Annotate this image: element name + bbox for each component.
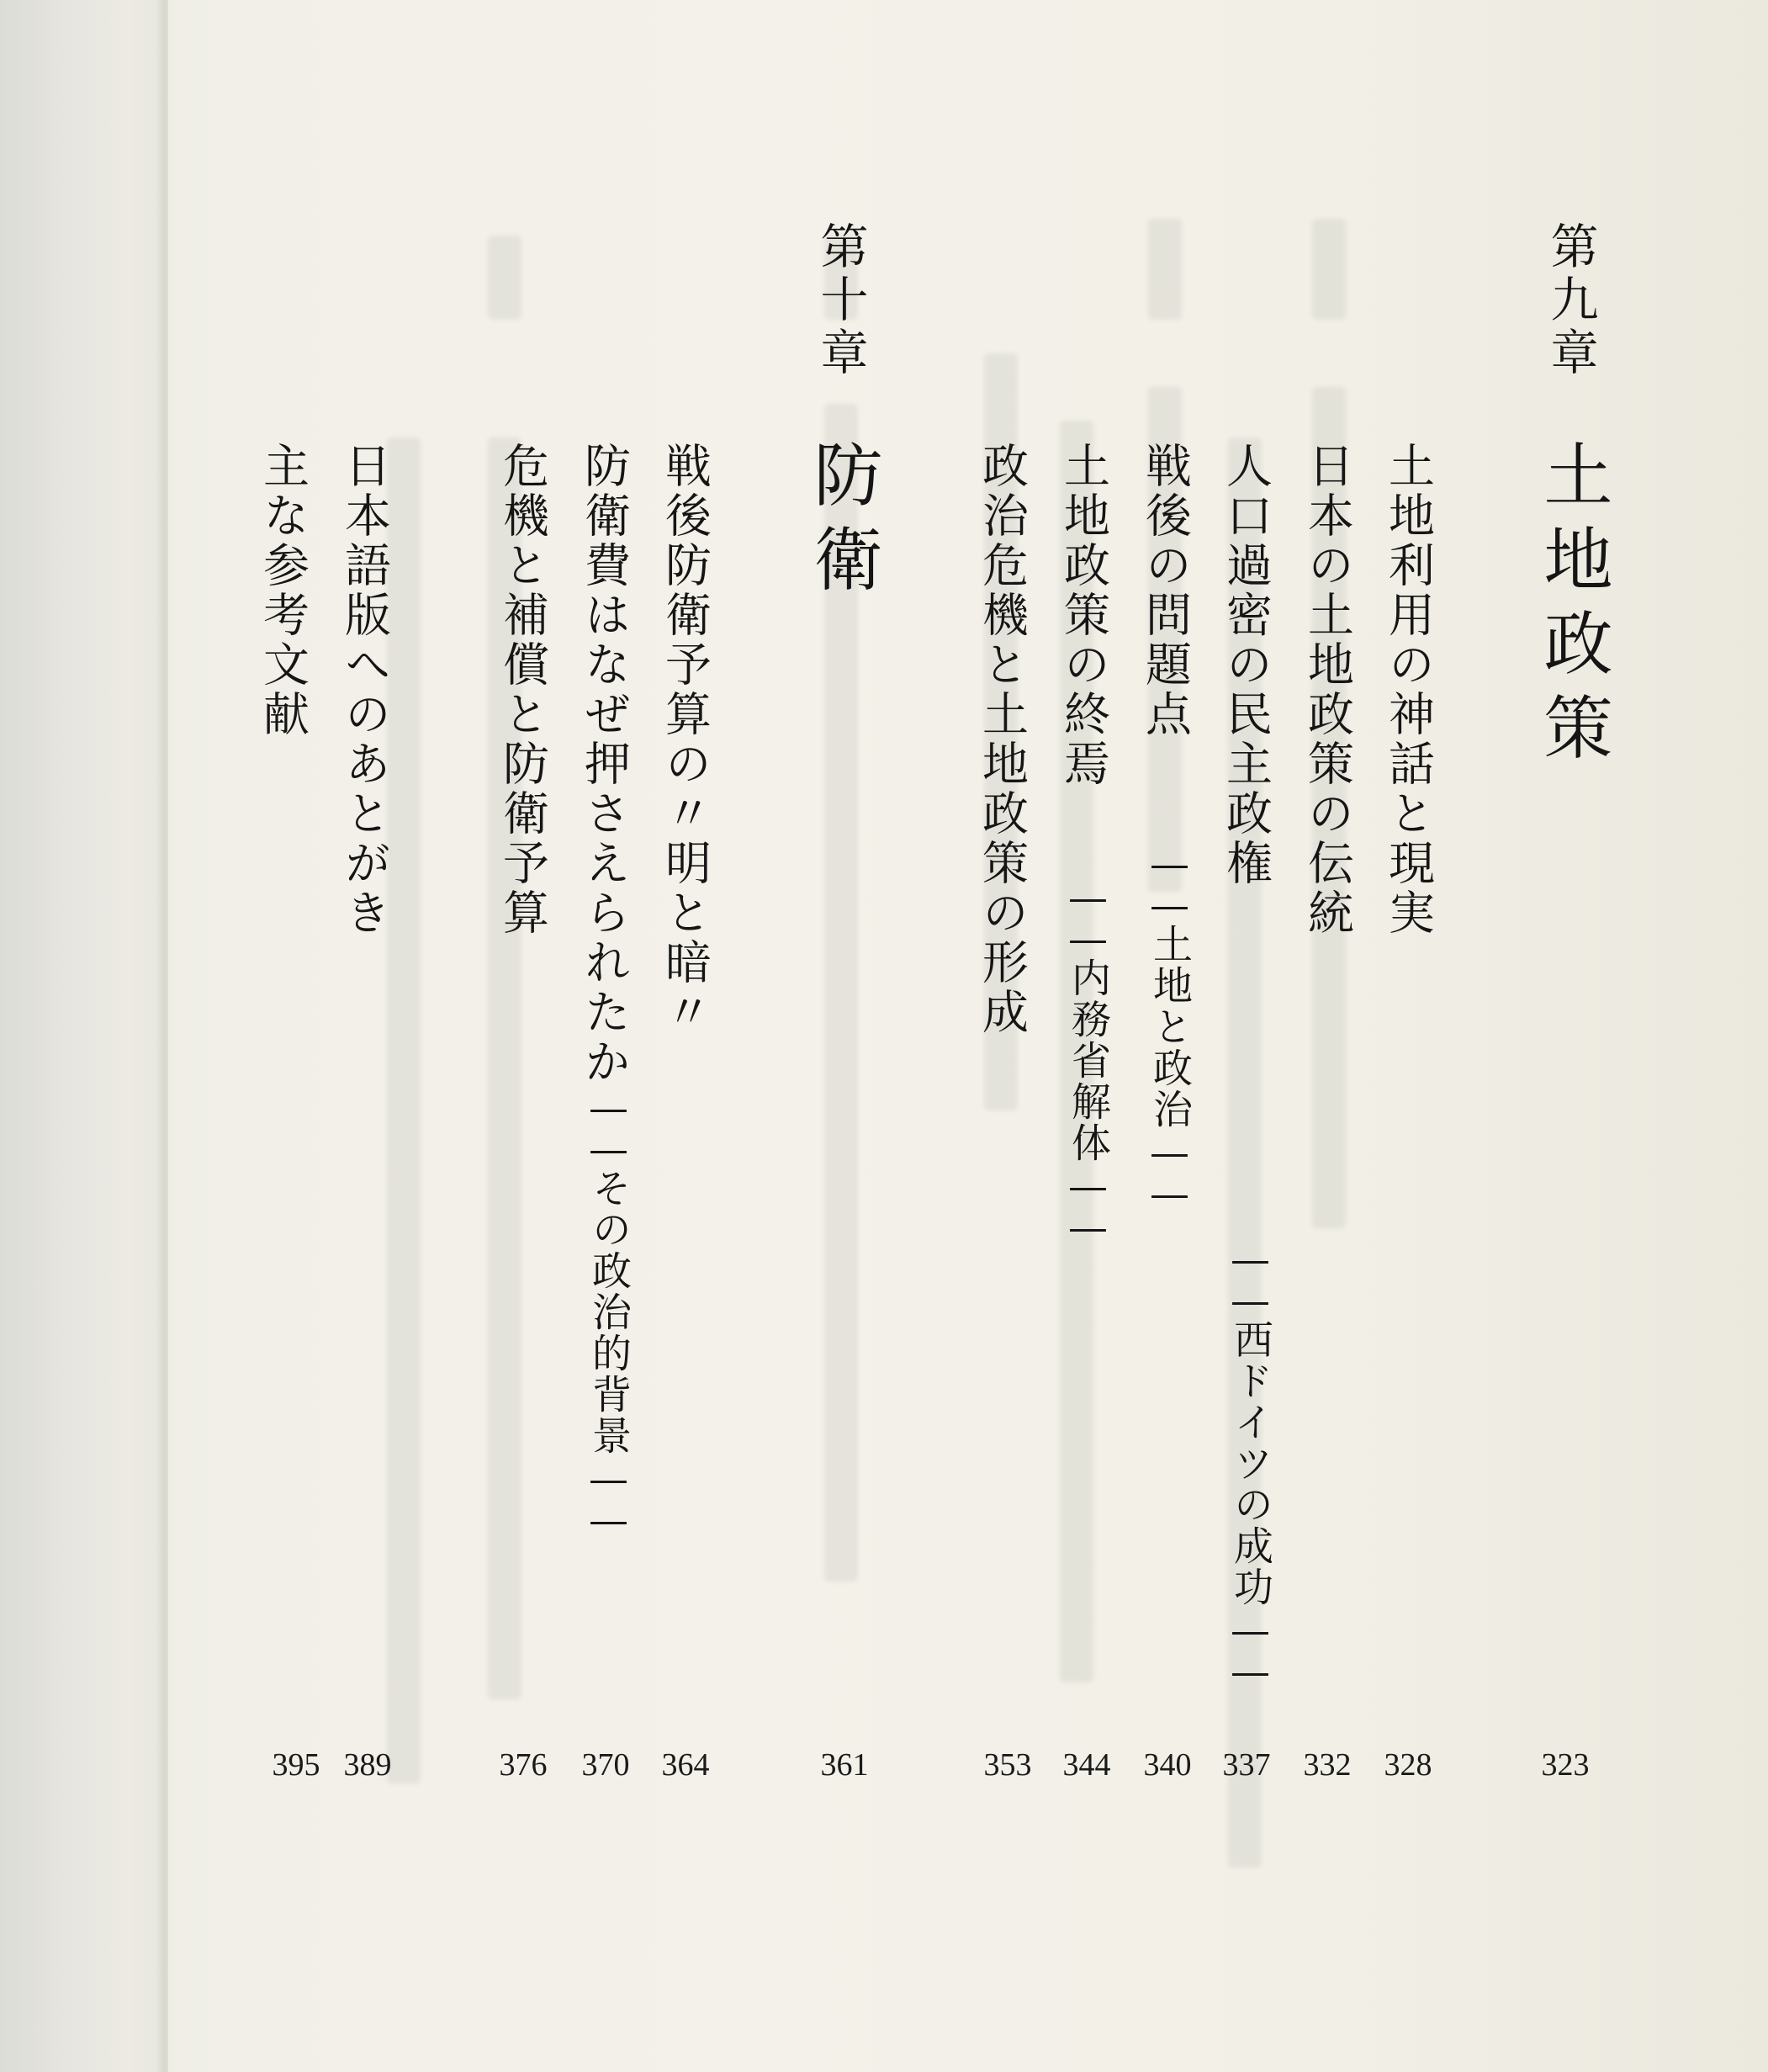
chapter9-label: 第九章 <box>1543 221 1598 380</box>
back-matter-references-page: 395 <box>272 1747 320 1783</box>
back-matter-references-title: 主な参考文献 <box>256 442 310 739</box>
chapter9-entry-5-page: 344 <box>1062 1747 1111 1783</box>
chapter9-entry-6-page: 353 <box>983 1747 1032 1783</box>
chapter9-entry-5-subtitle: ——内務省解体—— <box>1065 875 1111 1246</box>
chapter9-entry-1-page: 328 <box>1384 1747 1432 1783</box>
chapter10-entry-1-title: 戦後防衛予算の〃明と暗〃 <box>658 442 712 1037</box>
back-matter-afterword-page: 389 <box>343 1747 392 1783</box>
back-matter-afterword-title: 日本語版へのあとがき <box>337 442 391 938</box>
chapter10-entry-2-title: 防衛費はなぜ押さえられたか <box>577 442 631 1087</box>
chapter9-entry-4-page: 340 <box>1143 1747 1192 1783</box>
chapter9-entry-3-page: 337 <box>1222 1747 1271 1783</box>
chapter10-entry-1-page: 364 <box>661 1747 710 1783</box>
chapter10-title: 防衛 <box>802 439 882 607</box>
chapter9-title: 土地政策 <box>1532 439 1612 776</box>
chapter9-entry-1-title: 土地利用の神話と現実 <box>1381 442 1435 938</box>
chapter10-entry-2-page: 370 <box>581 1747 630 1783</box>
chapter10-entry-3-title: 危機と補償と防衛予算 <box>495 442 549 938</box>
chapter9-entry-3-title: 人口過密の民主政権 <box>1219 442 1273 888</box>
chapter9-entry-4-title: 戦後の問題点 <box>1138 442 1192 739</box>
show-through-text <box>320 185 1581 1783</box>
chapter9-entry-6-title: 政治危機と土地政策の形成 <box>975 442 1029 1037</box>
chapter9-entry-5-title: 土地政策の終焉 <box>1056 442 1110 789</box>
page-binding-shadow <box>0 0 168 2072</box>
chapter10-label: 第十章 <box>813 221 868 380</box>
chapter9-entry-3-subtitle: ——西ドイツの成功—— <box>1227 1237 1273 1690</box>
chapter10-page-number: 361 <box>820 1747 869 1783</box>
chapter9-entry-2-title: 日本の土地政策の伝統 <box>1300 442 1354 938</box>
chapter9-page-number: 323 <box>1541 1747 1590 1783</box>
chapter9-entry-2-page: 332 <box>1303 1747 1352 1783</box>
chapter9-entry-4-subtitle: ——土地と政治—— <box>1146 841 1193 1212</box>
chapter10-entry-3-page: 376 <box>499 1747 548 1783</box>
chapter10-entry-2-subtitle: ——その政治的背景—— <box>585 1085 632 1539</box>
